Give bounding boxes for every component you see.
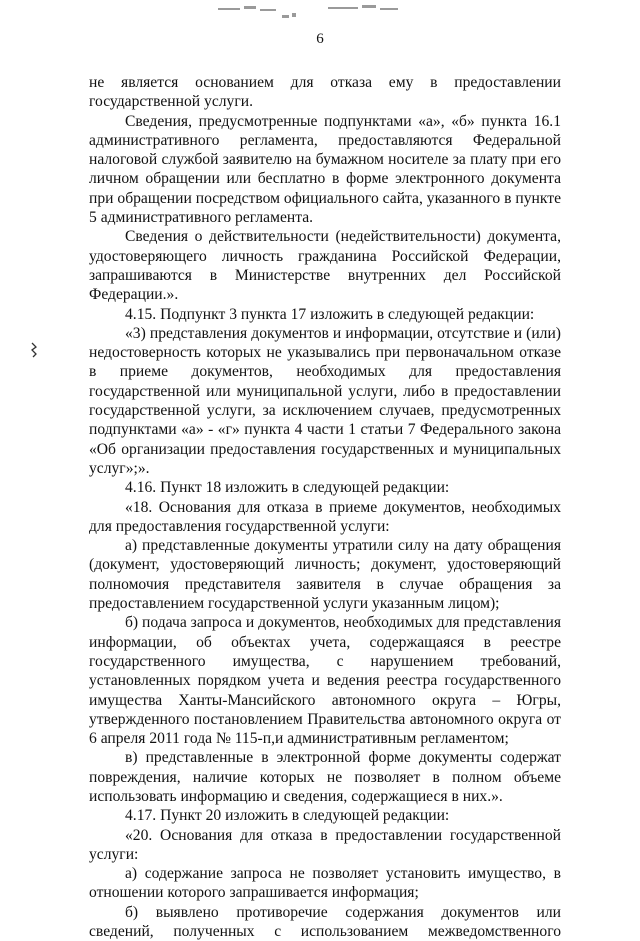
clause-17-3-text: «3) представления документов и информации, отсутствие и (или) недостоверность которых не указывались при первоначальном отказе в приеме документов, необходимых для предоставления государственной или муниципальной услуги, либо в предоставлении государственной услуги, за исключением случаев, предусмотренных подпунктами «а» - «г» пункта 4 части 1 статьи 7 Федерального закона «Об организации предоставления государственных и муниципальных услуг»;». — [89, 324, 561, 477]
scan-artifact-marks — [200, 2, 440, 22]
paragraph-continuation: не является основанием для отказа ему в предоставлении государственной услуги. — [89, 74, 561, 111]
clause-18-item-v: в) представленные в электронной форме документы содержат повреждения, наличие которых не позволяет в полном объеме использовать информацию и сведения, содержащиеся в них.». — [89, 749, 561, 805]
clause-4-16-heading: 4.16. Пункт 18 изложить в следующей редакции: — [125, 479, 450, 497]
clause-20-item-a: а) содержание запроса не позволяет установить имущество, в отношении которого запрашивается информация; — [89, 865, 561, 902]
paragraph-fns-info: Сведения, предусмотренные подпунктами «а», «б» пункта 16.1 административного регламента, предоставляются Федеральной налоговой службой заявителю на бумажном носителе за плату при его личном обращении или бесплатно в форме электронного документа при обращении посредством официального сайта, указанного в пункте 5 административного регламента. — [89, 112, 561, 227]
clause-20-intro: «20. Основания для отказа в предоставлении государственной услуги: — [89, 826, 561, 863]
clause-18-item-a: а) представленные документы утратили силу на дату обращения (документ, удостоверяющий личность; документ, удостоверяющий полномочия представителя заявителя в случае обращения за предоставлением государственной услуги указанным лицом); — [89, 537, 561, 613]
clause-4-17-heading: 4.17. Пункт 20 изложить в следующей редакции: — [125, 807, 450, 825]
paragraph-identity-validity: Сведения о действительности (недействительности) документа, удостоверяющего личность гражданина Российской Федерации, запрашиваются в Министерстве внутренних дел Российской Федерации.». — [89, 228, 561, 304]
clause-18-item-b: б) подача запроса и документов, необходимых для представления информации, об объектах учета, содержащаяся в реестре государственного имущества, с нарушением требований, установленных порядком учета и ведения реестра государственного имущества Ханты-Мансийского автономного округа – Югры, утвержденного постановлением Правительства автономного округа от 6 апреля 2011 года № 115-п,и административным регламентом; — [89, 614, 561, 748]
clause-18-intro: «18. Основания для отказа в приеме документов, необходимых для предоставления государственной услуги: — [89, 498, 561, 535]
margin-scribble — [30, 342, 38, 358]
clause-4-15-heading: 4.15. Подпункт 3 пункта 17 изложить в следующей редакции: — [125, 305, 535, 323]
page-number: 6 — [316, 31, 324, 47]
document-text — [89, 73, 561, 941]
clause-20-item-b: б) выявлено противоречие содержания документов или сведений, полученных с использованием межведомственного — [89, 903, 561, 941]
